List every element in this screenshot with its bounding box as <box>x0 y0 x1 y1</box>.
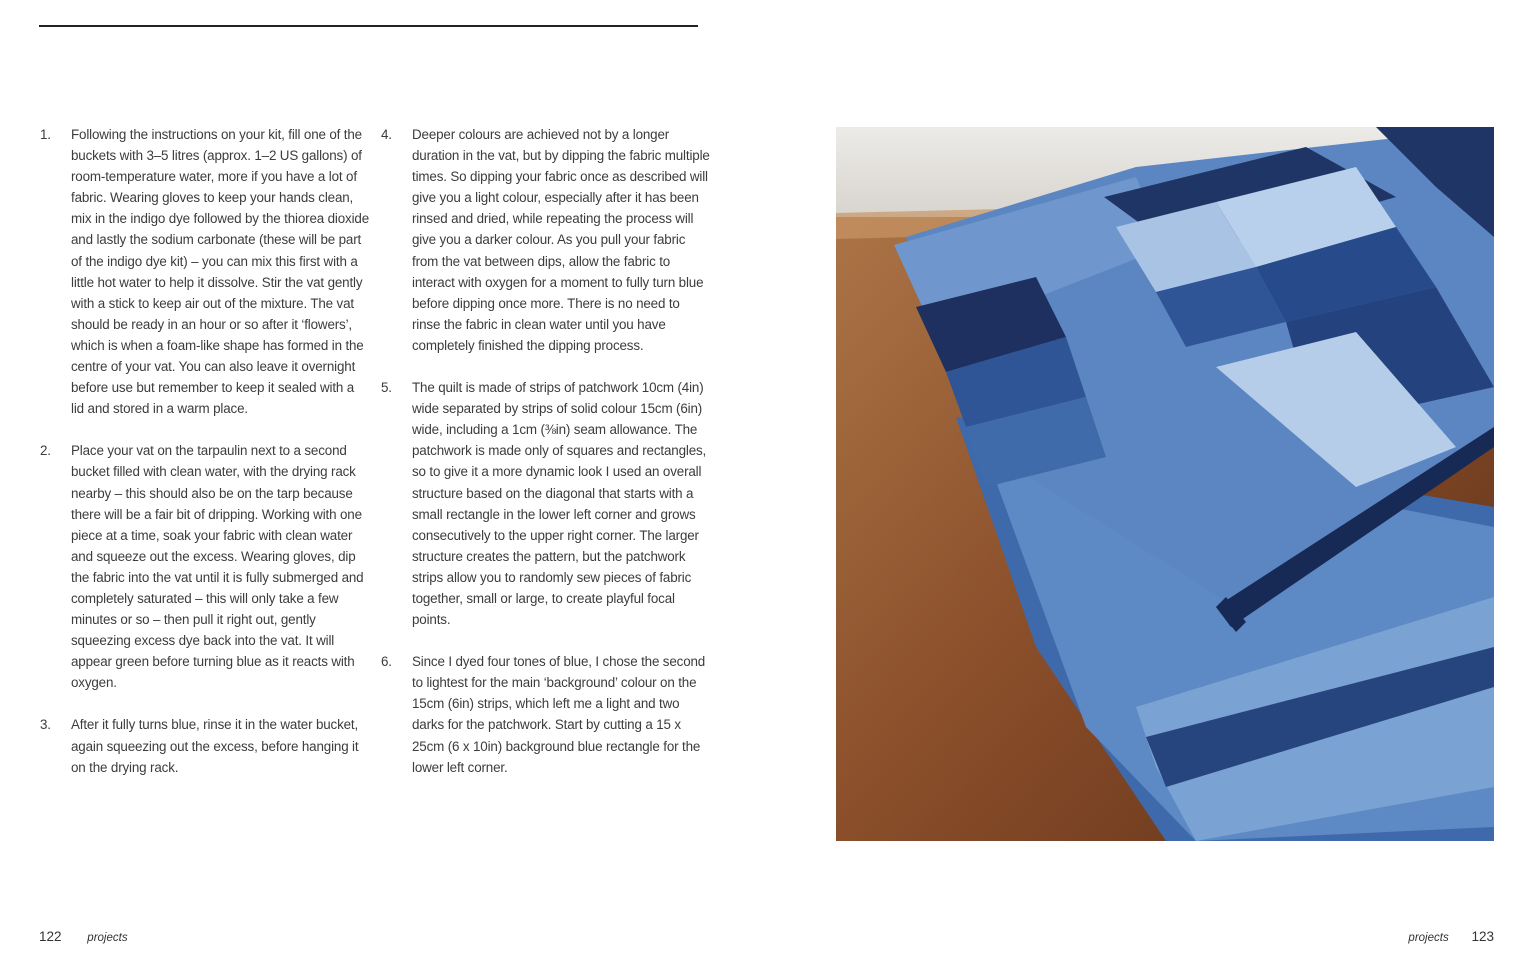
step-number: 2. <box>40 443 51 459</box>
step-6 <box>380 651 710 778</box>
step-text: Place your vat on the tarpaulin next to a second bucket filled with clean water, with the drying rack nearby – this should also be on the tarp because there will be a fair bit of dripping. Working with one piece at a time, soak your fabric with clean water and squeeze out the excess. Wearing gloves, dip the fabric into the vat until it is fully submerged and completely saturated – this will only take a few minutes or so – then pull it right out, gently squeezing excess dye back into the vat. It will appear green before turning blue as it reacts with oxygen. <box>71 443 364 691</box>
step-text: Deeper colours are achieved not by a longer duration in the vat, but by dipping the fabric multiple times. So dipping your fabric once as described will give you a light colour, especially after it has been rinsed and dried, while repeating the process will give you a darker colour. As you pull your fabric from the vat between dips, allow the fabric to interact with oxygen for a moment to fully turn blue before dipping once more. There is no need to rinse the fabric in clean water until you have completely finished the dipping process. <box>412 127 710 353</box>
top-rule <box>39 25 698 27</box>
step-number: 1. <box>40 127 51 142</box>
page-number-right: 123 <box>1471 929 1494 944</box>
step-number: 4. <box>381 127 392 142</box>
step-number: 3. <box>40 717 51 733</box>
step-number: 5. <box>381 380 392 396</box>
step-text: After it fully turns blue, rinse it in the water bucket, again squeezing out the excess, before hanging it on the drying rack. <box>71 717 359 775</box>
instructions-column-right <box>380 124 710 799</box>
section-label-right: projects <box>1408 932 1449 944</box>
footer-left <box>39 929 128 944</box>
section-label-left: projects <box>87 932 128 944</box>
step-number: 6. <box>381 654 392 670</box>
step-3 <box>39 714 369 777</box>
step-2 <box>39 440 369 693</box>
instructions-column-left <box>39 124 369 799</box>
step-text: Following the instructions on your kit, fill one of the buckets with 3–5 litres (approx. 1–2 US gallons) of room-temperature water, more if you have a lot of fabric. Wearing gloves to keep your hands clean, mix in the indigo dye followed by the thiorea dioxide and lastly the sodium carbonate (these will be part of the indigo dye kit) – you can mix this first with a little hot water to help it dissolve. Stir the vat gently with a stick to keep air out of the mixture. The vat should be ready in an hour or so after it ‘flowers’, which is when a foam-like shape has formed in the centre of your vat. You can also leave it overnight before use but remember to keep it sealed with a lid and stored in a warm place. <box>71 127 369 417</box>
step-text: The quilt is made of strips of patchwork 10cm (4in) wide separated by strips of solid colour 15cm (6in) wide, including a 1cm (⅜in) seam allowance. The patchwork is made only of squares and rectangles, so to give it a more dynamic look I used an overall structure based on the diagonal that starts with a small rectangle in the lower left corner and grows consecutively to the upper right corner. The larger structure creates the pattern, but the patchwork strips allow you to randomly sew pieces of fabric together, small or large, to create playful focal points. <box>412 380 707 628</box>
step-1 <box>39 124 369 419</box>
steps-list-left <box>39 124 369 778</box>
quilt-photo <box>836 127 1494 841</box>
step-text: Since I dyed four tones of blue, I chose the second to lightest for the main ‘background’ colour on the 15cm (6in) strips, which left me a light and two darks for the patchwork. Start by cutting a 15 x 25cm (6 x 10in) background blue rectangle for the lower left corner. <box>412 654 706 775</box>
steps-list-right <box>380 124 710 778</box>
step-5 <box>380 377 710 630</box>
page-number-left: 122 <box>39 929 62 944</box>
footer-right <box>1408 929 1494 944</box>
step-4 <box>380 124 710 356</box>
